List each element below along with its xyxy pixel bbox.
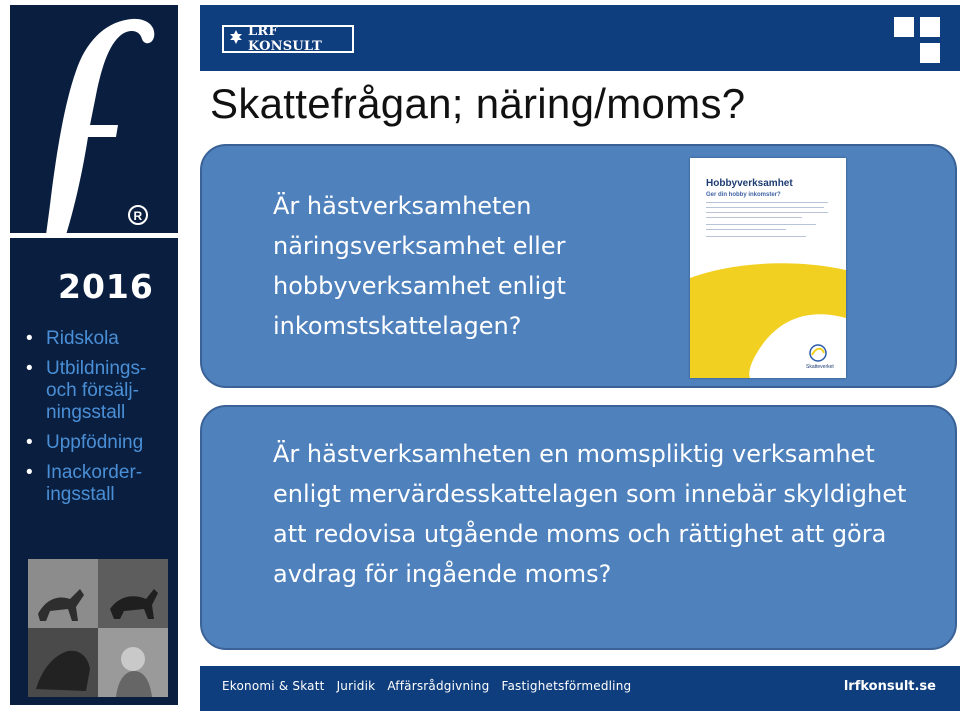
bullet-icon: • <box>26 358 33 379</box>
list-item: • Uppfödning <box>26 432 144 453</box>
question-income-tax: Är hästverksamheten näringsverksamhet eller hobbyverksamhet enligt inkomstskattelagen? <box>273 192 566 340</box>
f-logo <box>10 5 178 260</box>
footer-services: Ekonomi & Skatt Juridik Affärsrådgivning Fastighetsförmedling <box>222 679 632 693</box>
sidebar <box>10 5 178 705</box>
bullet-icon: • <box>26 432 33 453</box>
page-title: Skattefrågan; näring/moms? <box>210 80 746 127</box>
list-item: • Ridskola <box>26 328 119 349</box>
brochure-thumbnail <box>690 158 846 378</box>
bullet-icon: • <box>26 328 33 349</box>
brand-name: LRF KONSULT <box>248 24 323 54</box>
brochure-agency: Skatteverket <box>806 364 834 370</box>
horse-photo-collage <box>28 559 168 697</box>
list-item: • Utbildnings-och försälj-ningsstall <box>26 358 147 423</box>
clover-icon <box>228 29 244 50</box>
footer-bar <box>200 666 960 711</box>
category-list <box>26 328 166 514</box>
brand-logo <box>222 25 354 53</box>
list-item: • Inackorder-ingsstall <box>26 462 143 505</box>
brochure-subtitle: Ger din hobby inkomster? <box>706 192 781 198</box>
bullet-icon: • <box>26 462 33 483</box>
tiles-icon <box>892 15 942 65</box>
brochure-title: Hobbyverksamhet <box>706 178 793 189</box>
header-bar <box>200 5 960 71</box>
photo-collage-icon <box>28 559 168 697</box>
brochure-yellow-shape-icon <box>690 158 846 378</box>
footer-website: lrfkonsult.se <box>843 679 936 694</box>
question-vat: Är hästverksamheten en momspliktig verksamhet enligt mervärdesskattelagen som innebär skyldighet att redovisa utgående moms och rättighet att göra avdrag för ingående moms? <box>273 440 907 588</box>
f-logo-icon <box>10 5 178 260</box>
svg-text:R: R <box>133 209 143 223</box>
year-label: 2016 <box>58 267 154 306</box>
